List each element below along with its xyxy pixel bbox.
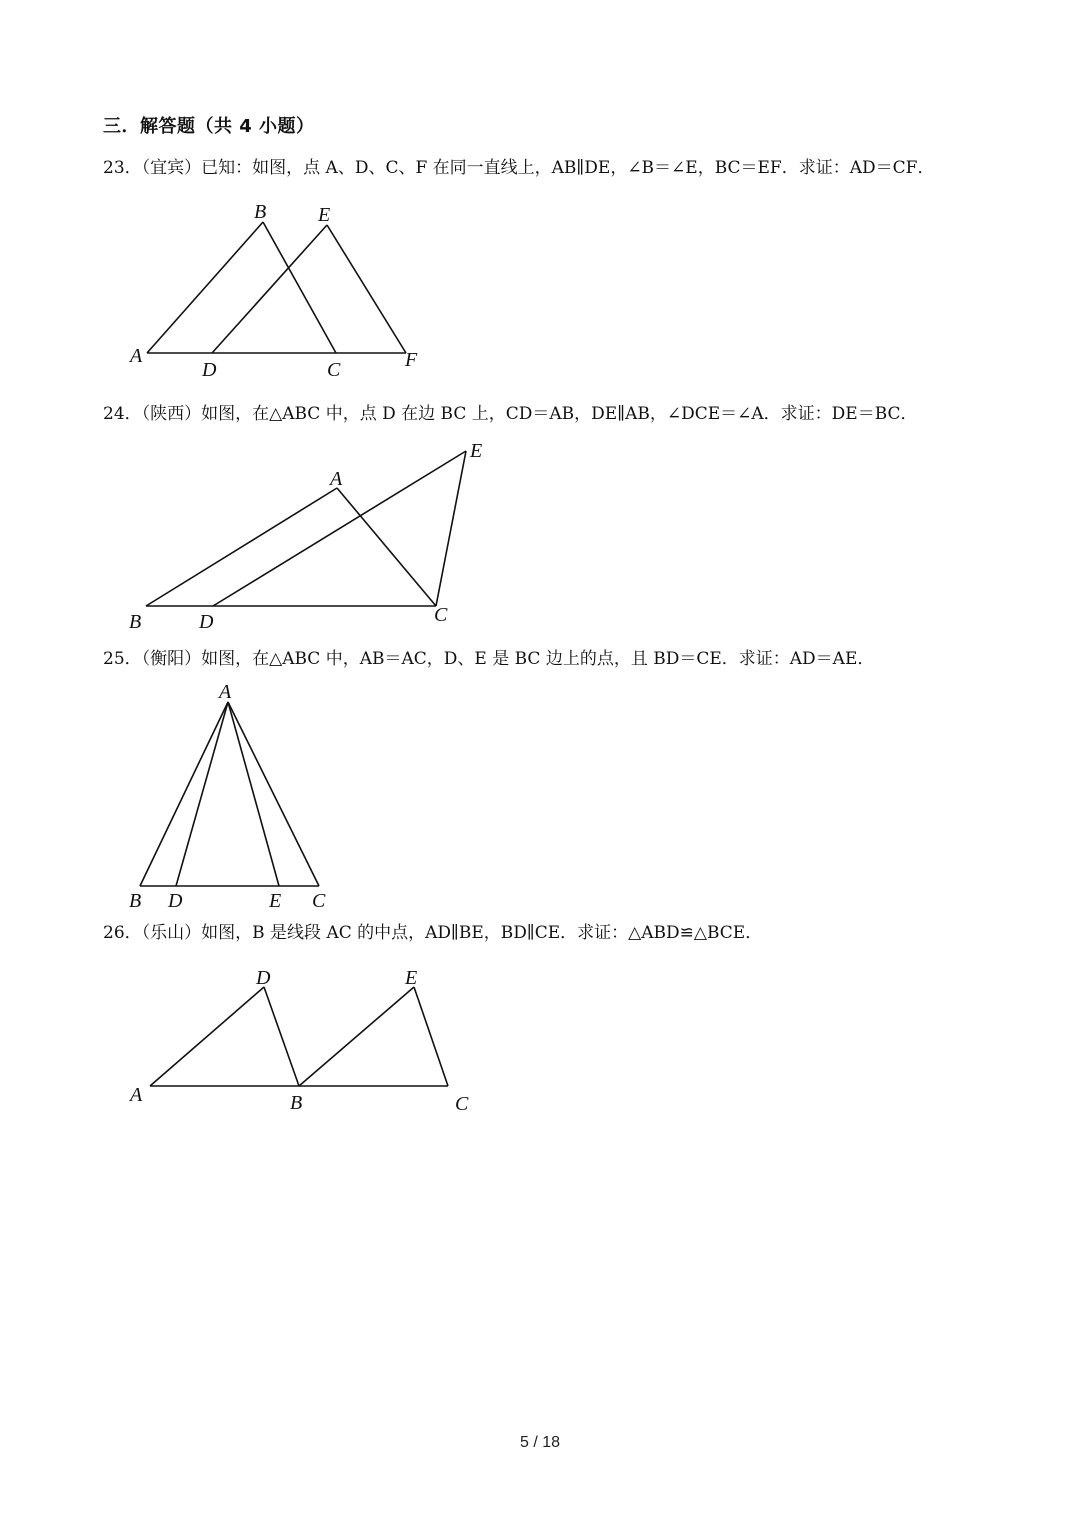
question-26 — [103, 921, 762, 945]
segment-ac — [337, 488, 436, 606]
question-text: （乐山）如图，B 是线段 AC 的中点，AD∥BE，BD∥CE．求证：△ABD≌△BCE． — [141, 923, 763, 943]
segment-be — [299, 987, 414, 1086]
label-b: B — [129, 611, 142, 633]
segment-ab — [147, 222, 263, 353]
segment-bc — [263, 222, 336, 353]
segment-db — [264, 987, 299, 1086]
question-text: （衡阳）如图，在△ABC 中，AB＝AC，D、E 是 BC 边上的点，且 BD＝CE．求证：AD＝AE． — [141, 649, 875, 669]
segment-ec — [414, 987, 448, 1086]
label-b: B — [290, 1092, 303, 1114]
label-a: A — [130, 1084, 143, 1106]
question-number: 25． — [103, 649, 142, 669]
label-e: E — [318, 204, 331, 226]
question-text: （陕西）如图，在△ABC 中，点 D 在边 BC 上，CD＝AB，DE∥AB，∠DCE＝∠A．求证：DE＝BC． — [141, 404, 918, 424]
question-number: 26． — [103, 923, 142, 943]
label-d: D — [199, 611, 214, 633]
question-text: （宜宾）已知：如图，点 A、D、C、F 在同一直线上，AB∥DE，∠B＝∠E，BC＝EF．求证：AD＝CF． — [141, 158, 935, 178]
segment-ae — [228, 702, 279, 886]
segment-de — [212, 225, 327, 353]
label-c: C — [312, 890, 326, 912]
segment-ac — [228, 702, 319, 886]
segment-ec — [436, 451, 466, 606]
label-c: C — [327, 359, 341, 381]
label-b: B — [254, 201, 267, 223]
label-d: D — [168, 890, 183, 912]
label-e: E — [405, 967, 418, 989]
label-a: A — [219, 681, 232, 703]
segment-ad — [150, 987, 264, 1086]
label-b: B — [129, 890, 142, 912]
label-a: A — [330, 468, 343, 490]
question-number: 24． — [103, 404, 142, 424]
label-f: F — [405, 349, 418, 371]
question-number: 23． — [103, 158, 142, 178]
label-c: C — [455, 1093, 469, 1115]
label-d: D — [202, 359, 217, 381]
label-d: D — [256, 967, 271, 989]
question-24 — [103, 402, 918, 426]
section-heading: 三．解答题（共 4 小题） — [103, 116, 315, 137]
label-c: C — [434, 604, 448, 626]
page-number: 5 / 18 — [519, 1434, 561, 1451]
label-e: E — [269, 890, 282, 912]
question-25 — [103, 647, 874, 671]
label-a: A — [130, 345, 143, 367]
segment-ef — [327, 225, 406, 353]
label-e: E — [470, 440, 483, 462]
